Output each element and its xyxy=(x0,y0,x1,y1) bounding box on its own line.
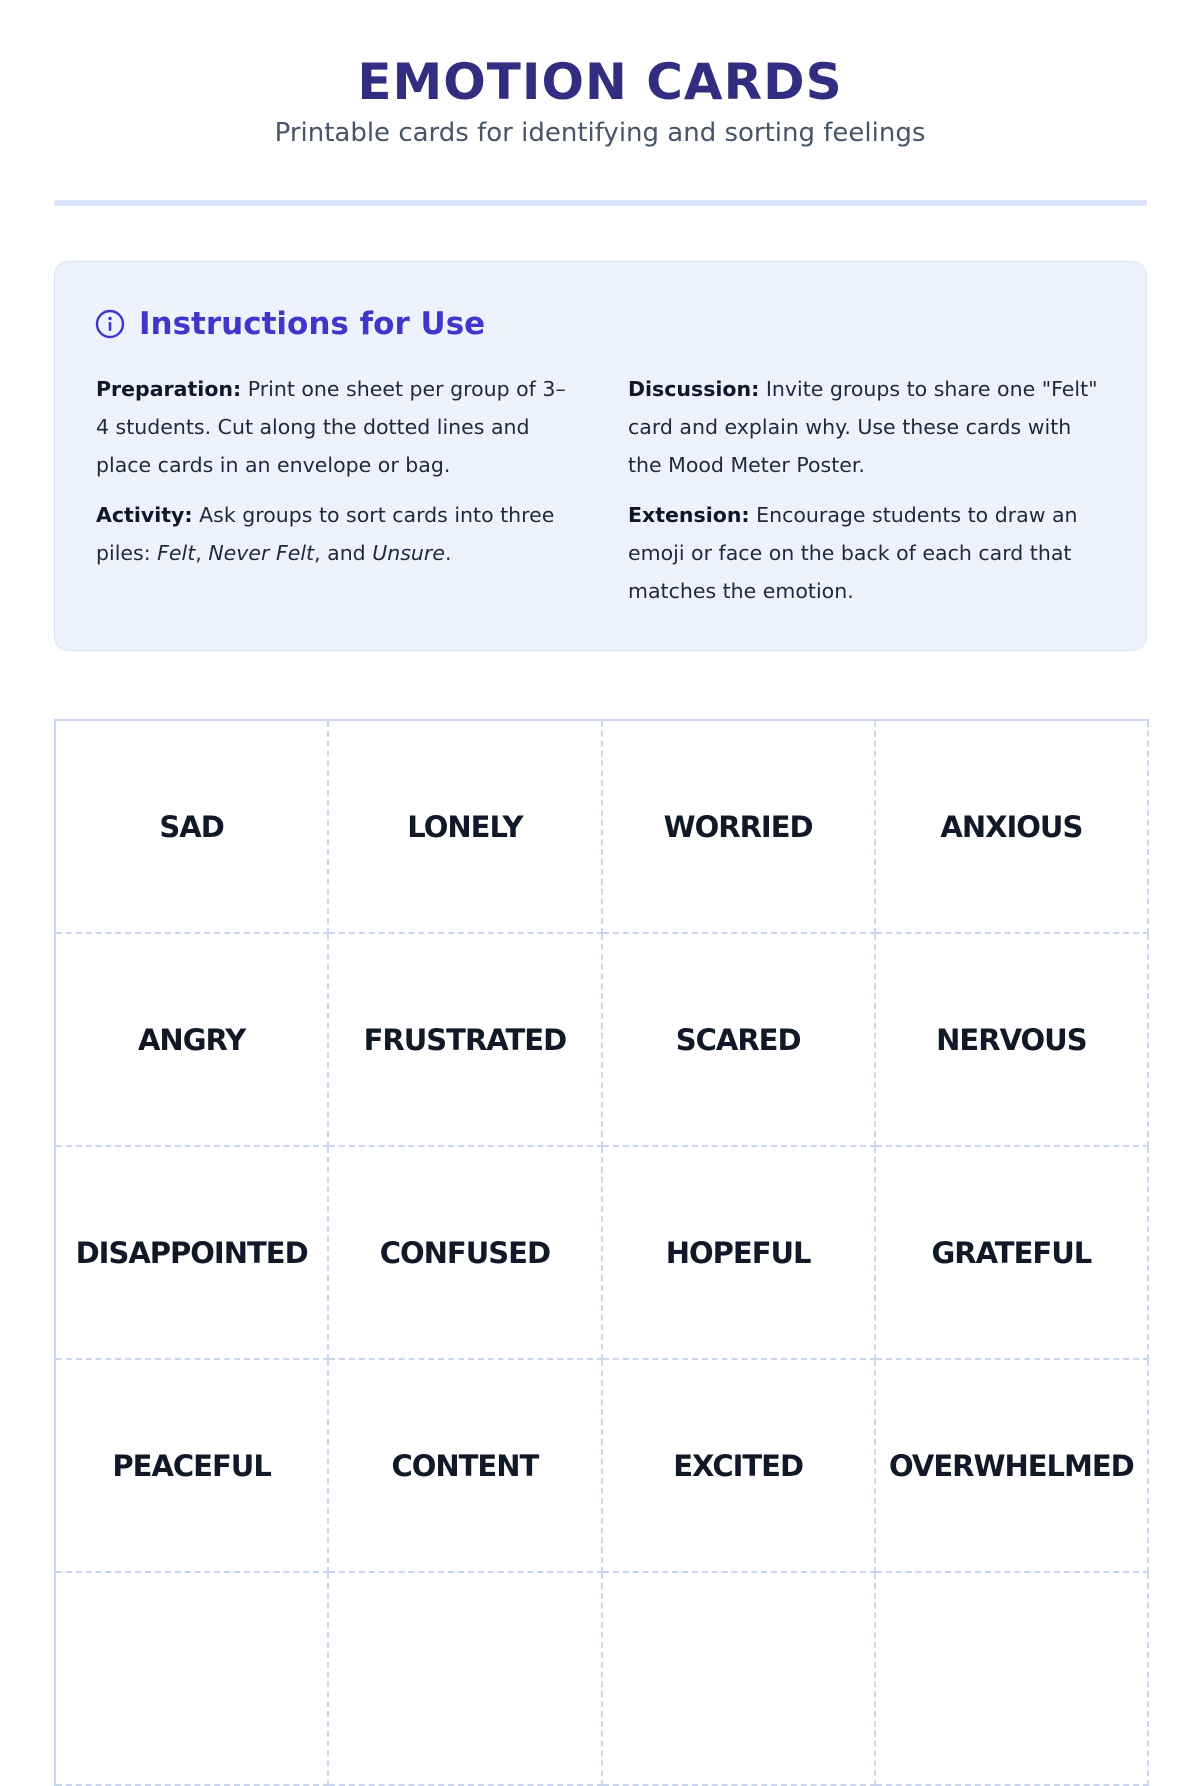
emotion-card xyxy=(876,1573,1149,1786)
activity-text: Ask groups to sort cards into three piles: xyxy=(96,503,555,565)
card-label: SAD xyxy=(159,809,224,844)
emotion-card xyxy=(56,721,329,934)
card-label: NERVOUS xyxy=(936,1022,1087,1057)
discussion-label: Discussion: xyxy=(628,377,760,401)
card-label: GRATEFUL xyxy=(931,1235,1092,1270)
activity-paragraph xyxy=(96,496,576,572)
preparation-paragraph xyxy=(96,370,576,484)
page-subtitle: Printable cards for identifying and sorting feelings xyxy=(274,118,926,148)
emotion-card xyxy=(56,1360,329,1573)
emotion-card xyxy=(329,1147,602,1360)
card-label: HOPEFUL xyxy=(665,1235,811,1270)
card-label: FRUSTRATED xyxy=(363,1022,567,1057)
card-label: CONTENT xyxy=(391,1448,539,1483)
page-title: EMOTION CARDS xyxy=(357,53,843,111)
card-label: OVERWHELMED xyxy=(889,1448,1134,1483)
pile-unsure: Unsure xyxy=(372,541,445,565)
instructions-right-column xyxy=(628,370,1108,622)
emotion-card xyxy=(56,1147,329,1360)
emotion-card xyxy=(329,1573,602,1786)
emotion-card xyxy=(329,1360,602,1573)
emotion-card xyxy=(603,721,876,934)
emotion-card xyxy=(329,934,602,1147)
emotion-card xyxy=(56,934,329,1147)
emotion-card xyxy=(56,1573,329,1786)
card-label: DISAPPOINTED xyxy=(75,1235,308,1270)
emotion-card xyxy=(603,934,876,1147)
card-label: CONFUSED xyxy=(379,1235,551,1270)
card-label: LONELY xyxy=(407,809,523,844)
activity-sep-2: , and xyxy=(314,541,373,565)
discussion-text: Invite groups to share one "Felt" card and explain why. Use these cards with the Mood Meter Poster. xyxy=(628,377,1098,477)
instructions-title: Instructions for Use xyxy=(139,306,486,342)
activity-sep-1: , xyxy=(195,541,209,565)
header-divider xyxy=(54,200,1147,206)
card-label: SCARED xyxy=(675,1022,801,1057)
extension-label: Extension: xyxy=(628,503,750,527)
instructions-left-column xyxy=(96,370,576,584)
instructions-panel xyxy=(54,261,1147,651)
card-label: ANGRY xyxy=(137,1022,246,1057)
emotion-card xyxy=(603,1360,876,1573)
instructions-heading xyxy=(95,306,485,342)
card-label: PEACEFUL xyxy=(112,1448,271,1483)
extension-text: Encourage students to draw an emoji or face on the back of each card that matches the emotion. xyxy=(628,503,1078,603)
card-label: ANXIOUS xyxy=(940,809,1083,844)
preparation-text: Print one sheet per group of 3–4 students. Cut along the dotted lines and place cards in an envelope or bag. xyxy=(96,377,566,477)
preparation-label: Preparation: xyxy=(96,377,242,401)
emotion-card xyxy=(603,1147,876,1360)
pile-felt: Felt xyxy=(157,541,196,565)
activity-label: Activity: xyxy=(96,503,193,527)
emotion-card xyxy=(329,721,602,934)
activity-end: . xyxy=(444,541,452,565)
emotion-card xyxy=(876,721,1149,934)
emotion-card xyxy=(603,1573,876,1786)
page-header xyxy=(0,0,1200,150)
card-label: EXCITED xyxy=(673,1448,804,1483)
card-label: WORRIED xyxy=(663,809,813,844)
info-icon xyxy=(95,309,125,339)
discussion-paragraph xyxy=(628,370,1108,484)
pile-never-felt: Never Felt xyxy=(208,541,315,565)
emotion-card xyxy=(876,1360,1149,1573)
emotion-card xyxy=(876,934,1149,1147)
emotion-card xyxy=(876,1147,1149,1360)
emotion-card-grid xyxy=(54,719,1149,1786)
extension-paragraph xyxy=(628,496,1108,610)
